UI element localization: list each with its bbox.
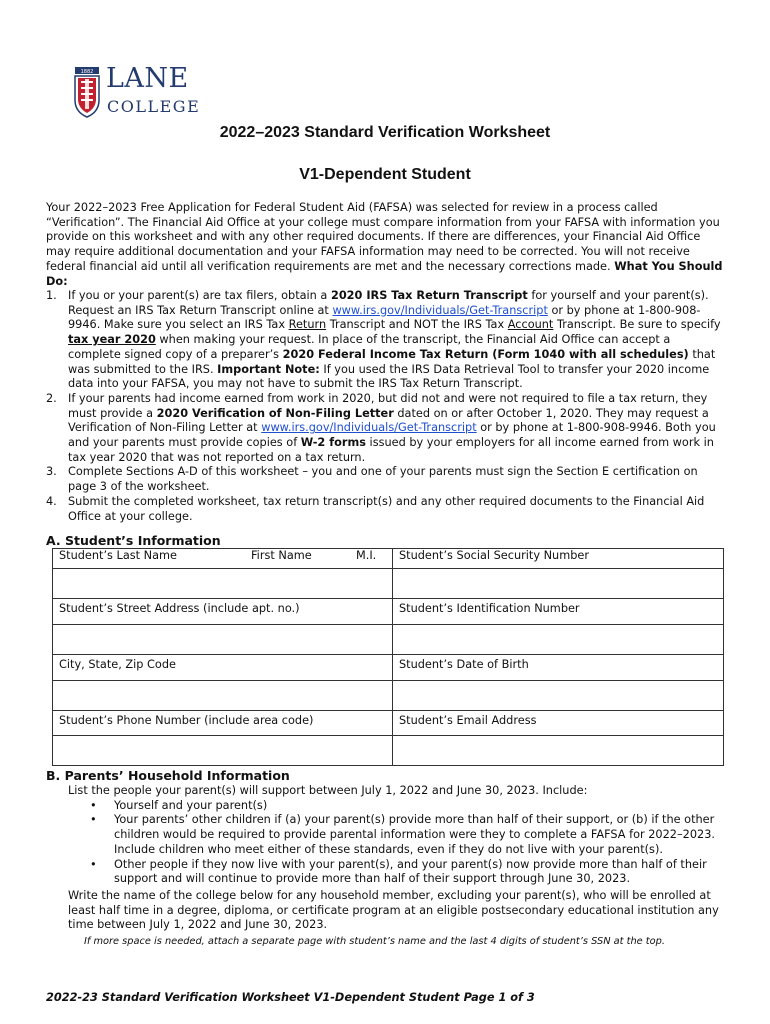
phone-label: Student’s Phone Number (include area code): [53, 711, 393, 736]
step-emphasis: W-2 forms: [300, 436, 366, 450]
city-field[interactable]: [53, 681, 393, 711]
step-text: Submit the completed worksheet, tax return transcript(s) and any other required documents to the Financial Aid Office at your college.: [68, 494, 705, 523]
step-text: for yourself and your parent(s). Request an IRS Tax Return Transcript online at: [68, 289, 709, 317]
bullet-text: Your parents’ other children if (a) your parent(s) provide more than half of their support, or (b) if the other children would be required to provide parental information were they to complete a FAFSA for 2022–2023. Include children who meet either of these standards, even if they do not live with your parent(s).: [114, 813, 715, 856]
step-text: that was submitted to the IRS.: [68, 347, 716, 376]
step-text: If you used the IRS Data Retrieval Tool to transfer your 2020 income data into your FAFSA, you may not have to submit the IRS Tax Return Transcript.: [68, 362, 710, 391]
logo-wordmark: LANE: [106, 63, 189, 94]
step-1: [46, 289, 726, 392]
worksheet-subtitle: V1-Dependent Student: [299, 166, 471, 183]
college-instructions: Write the name of the college below for any household member, excluding your parent(s), who will be enrolled at least half time in a degree, diploma, or certificate program at an eligible postsecondary educational institution any time between July 1, 2022 and June 30, 2023.: [68, 888, 719, 932]
what-to-do-heading: What You Should Do:: [46, 259, 723, 288]
step-text: Transcript and NOT the IRS Tax: [326, 318, 508, 332]
section-b-body: [68, 784, 728, 933]
space-note: If more space is needed, attach a separate page with student’s name and the last 4 digits of student’s SSN at the top.: [84, 936, 665, 947]
last-name-label-cell: [53, 549, 393, 569]
page-footer: 2022-23 Standard Verification Worksheet V1-Dependent Student Page 1 of 3: [46, 991, 535, 1004]
step-number: 1.: [46, 289, 57, 302]
step-text: when making your request. In place of the transcript, the Financial Aid Office can accept a complete signed copy of a preparer’s: [68, 333, 671, 361]
step-text: If you or your parent(s) are tax filers, obtain a: [68, 289, 331, 302]
student-info-table: [52, 548, 724, 766]
logo-subtitle: COLLEGE: [107, 97, 201, 116]
dob-label: Student’s Date of Birth: [393, 655, 724, 681]
dob-field[interactable]: [393, 681, 724, 711]
svg-text:1882: 1882: [80, 69, 94, 75]
address-label: Student’s Street Address (include apt. no.): [53, 599, 393, 625]
list-item: [68, 799, 728, 814]
id-field[interactable]: [393, 625, 724, 655]
list-item: [68, 813, 728, 857]
mi-label: M.I.: [356, 549, 377, 562]
step-emphasis: 2020 IRS Tax Return Transcript: [330, 289, 528, 302]
bullet-icon: •: [90, 798, 97, 812]
step-text: Complete Sections A-D of this worksheet – you and one of your parents must sign the Section E certification on page 3 of the worksheet.: [68, 465, 698, 494]
step-2: [46, 392, 726, 466]
first-name-label: First Name: [251, 549, 312, 562]
step-4: [46, 495, 726, 524]
ssn-field[interactable]: [393, 569, 724, 599]
irs-transcript-link[interactable]: www.irs.gov/Individuals/Get-Transcript: [332, 303, 548, 317]
step-text: or by phone at 1-800-908-9946. Both you and your parents must provide copies of: [68, 421, 716, 450]
step-text: Transcript. Be sure to specify: [553, 318, 721, 332]
step-emphasis: Important Note:: [217, 362, 320, 376]
address-field[interactable]: [53, 625, 393, 655]
name-field[interactable]: [53, 569, 393, 599]
step-3: [46, 465, 726, 494]
city-label: City, State, Zip Code: [53, 655, 393, 681]
section-b-lead: List the people your parent(s) will support between July 1, 2022 and June 30, 2023. Include:: [68, 784, 588, 797]
worksheet-title: 2022–2023 Standard Verification Worksheet: [219, 124, 551, 141]
ssn-label: Student’s Social Security Number: [393, 549, 724, 569]
steps-list: [46, 289, 726, 524]
bullet-text: Other people if they now live with your parent(s), and your parent(s) now provide more than half of their support and will continue to provide more than half of their support through June 30, 2023.: [114, 857, 707, 886]
step-text: If your parents had income earned from work in 2020, but did not and were not required to file a tax return, they must provide a: [68, 391, 708, 420]
step-emphasis: tax year 2020: [68, 333, 156, 347]
step-number: 4.: [46, 494, 57, 508]
section-b-heading: B. Parents’ Household Information: [46, 768, 290, 783]
step-underline: Account: [507, 318, 554, 332]
id-label: Student’s Identification Number: [393, 599, 724, 625]
phone-field[interactable]: [53, 736, 393, 766]
step-emphasis: 2020 Verification of Non-Filing Letter: [156, 406, 394, 420]
list-item: [68, 858, 728, 887]
last-name-label: Student’s Last Name: [59, 549, 177, 562]
irs-transcript-link[interactable]: www.irs.gov/Individuals/Get-Transcript: [261, 421, 477, 435]
email-label: Student’s Email Address: [393, 711, 724, 736]
step-underline: Return: [288, 318, 327, 332]
bullet-icon: •: [90, 857, 97, 871]
step-emphasis: 2020 Federal Income Tax Return (Form 1040 with all schedules): [282, 347, 689, 361]
step-text: or by phone at 1-800-908-9946. Make sure you select an IRS Tax: [68, 303, 701, 332]
step-number: 3.: [46, 465, 57, 479]
step-text: dated on or after October 1, 2020. They may request a Verification of Non-Filing Letter at: [68, 406, 709, 435]
bullet-icon: •: [90, 813, 97, 827]
intro-text: Your 2022–2023 Free Application for Federal Student Aid (FAFSA) was selected for review in a process called “Verification”. The Financial Aid Office at your college must compare information from your FAFSA with information you provide on this worksheet and with any other required documents. If there are differences, your Financial Aid Office may require additional documentation and your FAFSA information may need to be corrected. You will not receive federal financial aid until all verification requirements are met and the necessary corrections made.: [46, 201, 720, 273]
section-a-heading: A. Student’s Information: [46, 533, 221, 548]
email-field[interactable]: [393, 736, 724, 766]
step-text: issued by your employers for all income earned from work in tax year 2020 that was not reported on a tax return.: [68, 436, 714, 464]
step-number: 2.: [46, 391, 57, 405]
shield-icon: [74, 66, 100, 118]
college-logo: [74, 63, 201, 122]
intro-paragraph: [46, 201, 726, 289]
bullet-text: Yourself and your parent(s): [114, 798, 268, 812]
